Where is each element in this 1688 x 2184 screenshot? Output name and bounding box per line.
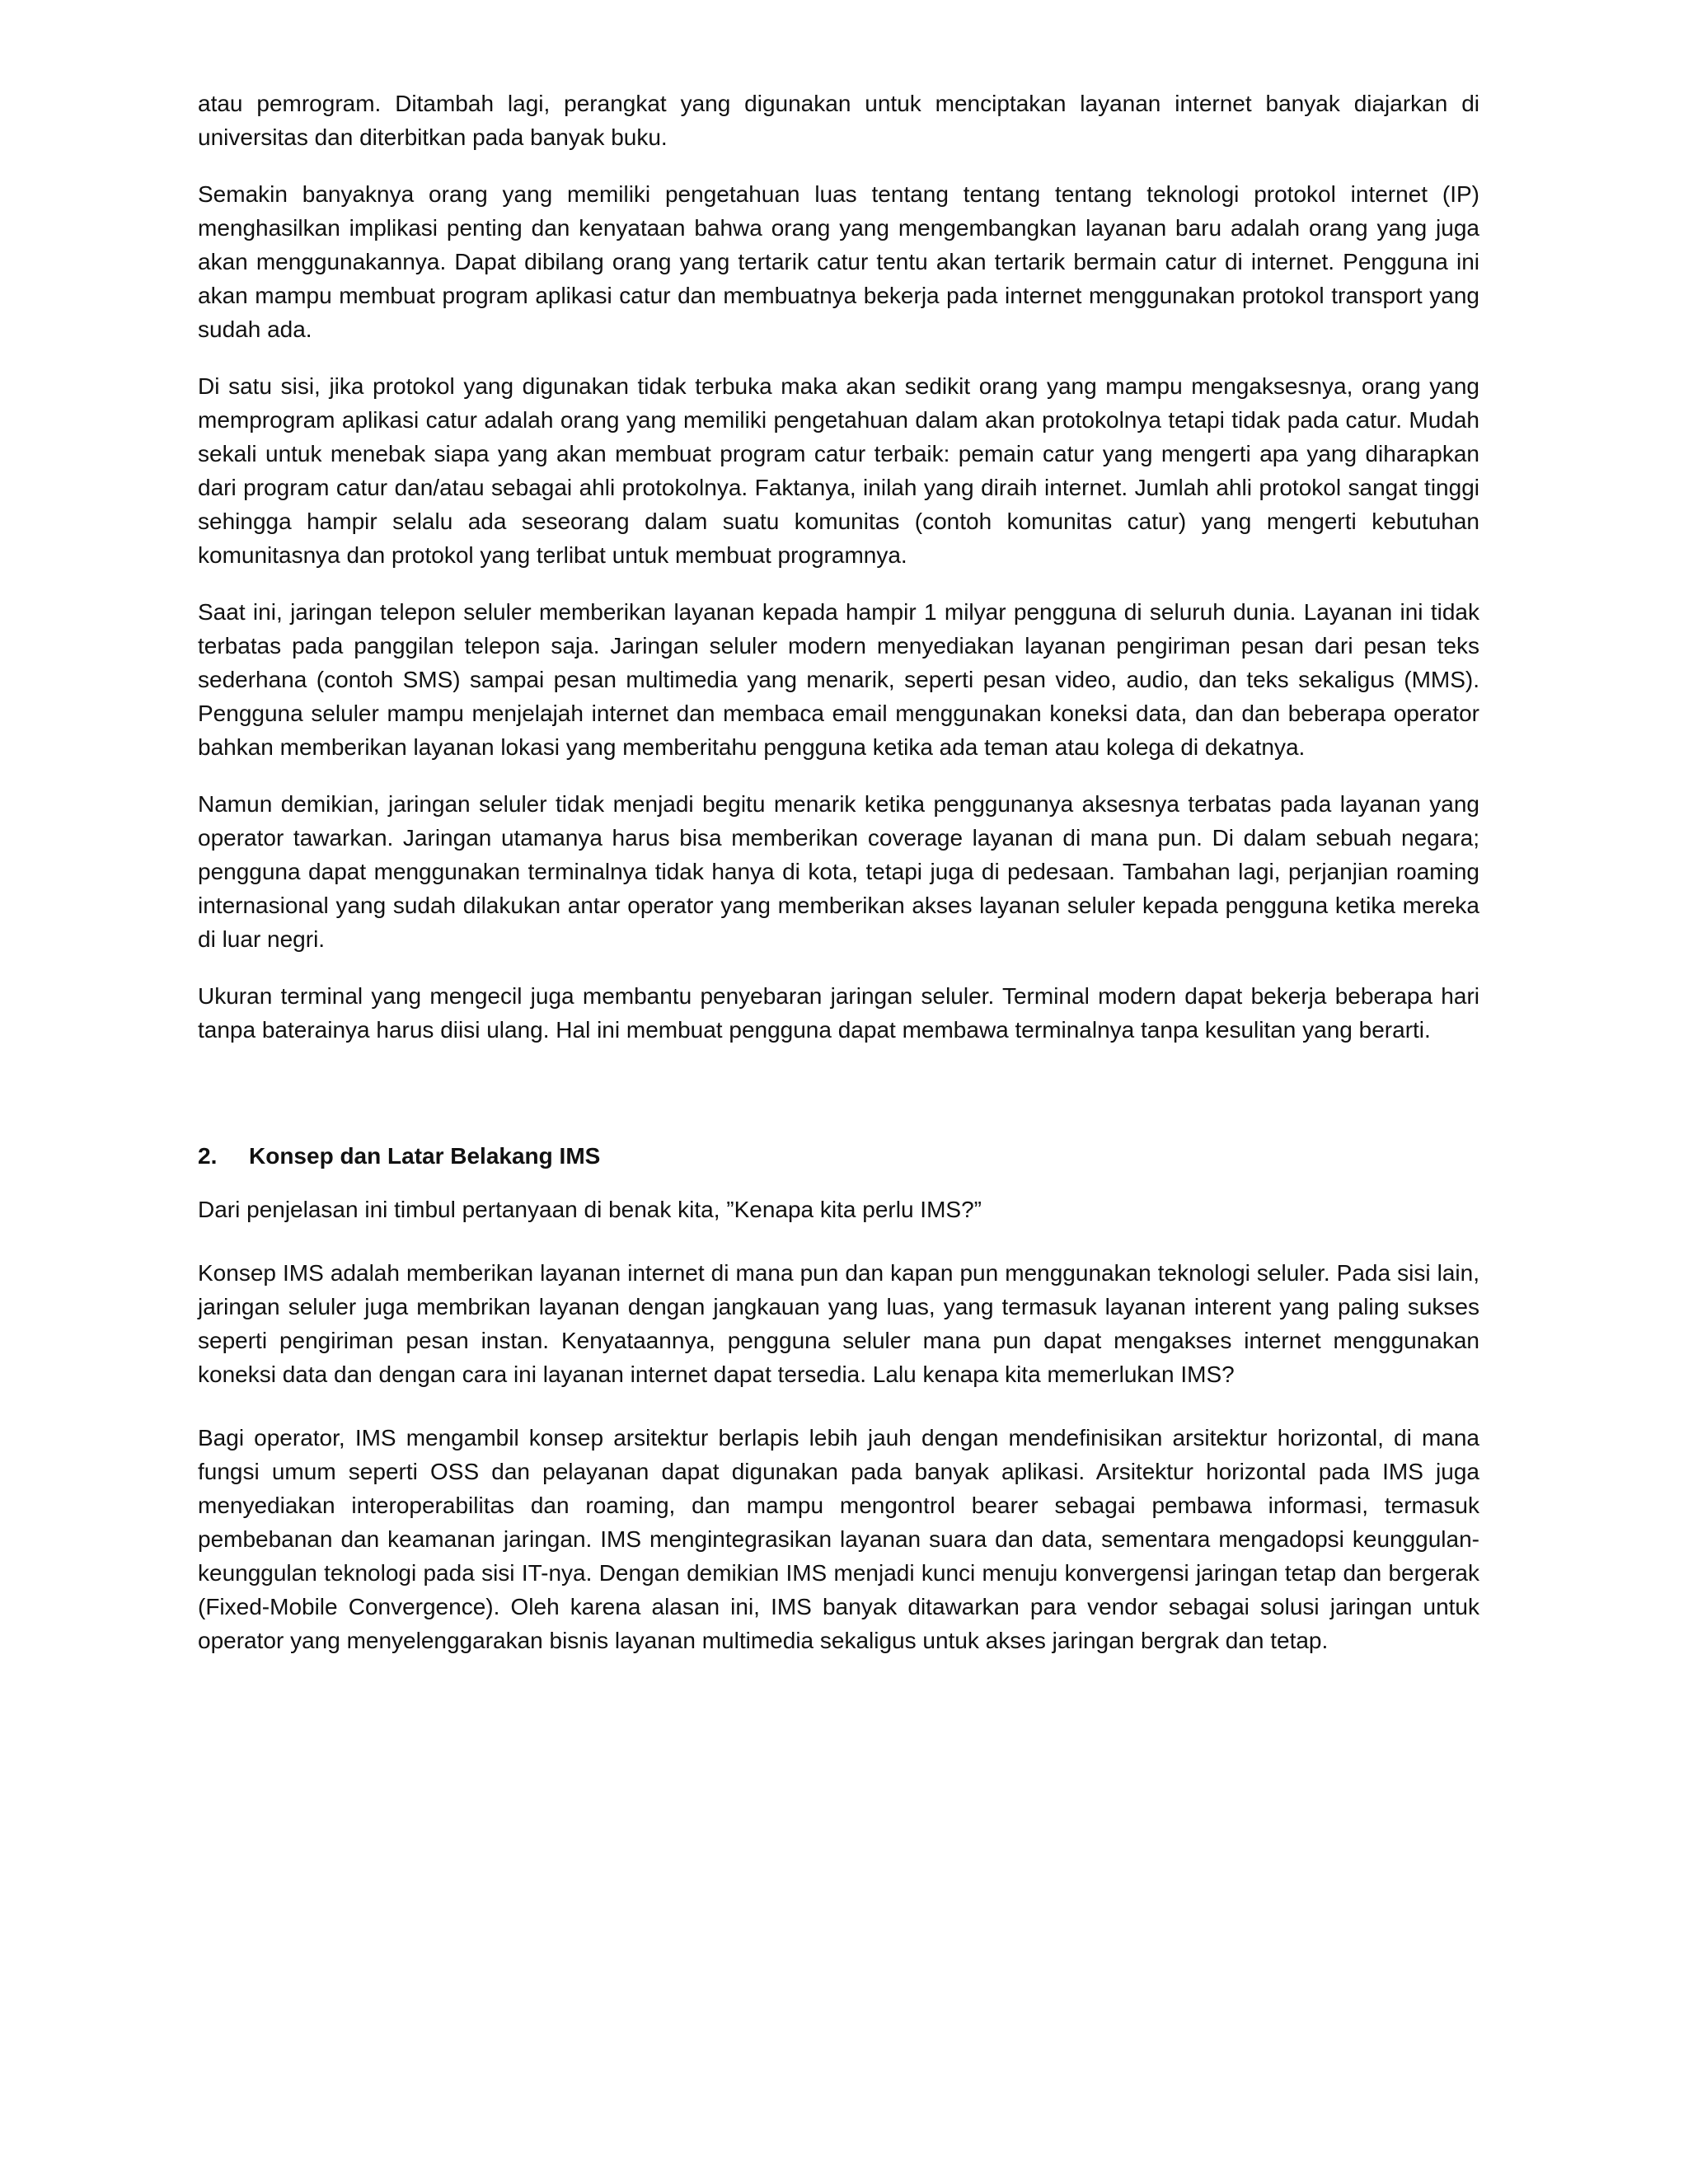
section-number: 2. — [198, 1143, 218, 1169]
paragraph-open-protocol: Di satu sisi, jika protokol yang digunakan tidak terbuka maka akan sedikit orang yang mampu mengaksesnya, orang yang memprogram aplikasi catur adalah orang yang memiliki pengetahuan dalam akan protokolnya tetapi tidak pada catur. Mudah sekali untuk menebak siapa yang akan membuat program catur terbaik: pemain catur yang mengerti apa yang diharapkan dari program catur dan/atau sebagai ahli protokolnya. Faktanya, inilah yang diraih internet. Jumlah ahli protokol sangat tinggi sehingga hampir selalu ada seseorang dalam suatu komunitas (contoh komunitas catur) yang mengerti kebutuhan komunitasnya dan protokol yang terlibat untuk membuat programnya. — [198, 373, 1479, 568]
document-page — [198, 87, 1479, 1680]
paragraph-ip-knowledge: Semakin banyaknya orang yang memiliki pengetahuan luas tentang tentang tentang teknologi protokol internet (IP) menghasilkan implikasi penting dan kenyataan bahwa orang yang mengembangkan layanan baru adalah orang yang juga akan menggunakannya. Dapat dibilang orang yang tertarik catur tentu akan tertarik bermain catur di internet. Pengguna ini akan mampu membuat program aplikasi catur dan membuatnya bekerja pada internet menggunakan protokol transport yang sudah ada. — [198, 181, 1479, 342]
paragraph-cellular-services: Saat ini, jaringan telepon seluler memberikan layanan kepada hampir 1 milyar pengguna di seluruh dunia. Layanan ini tidak terbatas pada panggilan telepon saja. Jaringan seluler modern menyediakan layanan pengiriman pesan dari pesan teks sederhana (contoh SMS) sampai pesan multimedia yang menarik, seperti pesan video, audio, dan teks sekaligus (MMS). Pengguna seluler mampu menjelajah internet dan membaca email menggunakan koneksi data, dan dan beberapa operator bahkan memberikan layanan lokasi yang memberitahu pengguna ketika ada teman atau kolega di dekatnya. — [198, 599, 1479, 760]
paragraph-coverage-roaming: Namun demikian, jaringan seluler tidak menjadi begitu menarik ketika penggunanya aksesnya terbatas pada layanan yang operator tawarkan. Jaringan utamanya harus bisa memberikan coverage layanan di mana pun. Di dalam sebuah negara; pengguna dapat menggunakan terminalnya tidak hanya di kota, tetapi juga di pedesaan. Tambahan lagi, perjanjian roaming internasional yang sudah dilakukan antar operator yang memberikan akses layanan seluler kepada pengguna ketika mereka di luar negri. — [198, 791, 1479, 952]
paragraph-question: Dari penjelasan ini timbul pertanyaan di benak kita, ”Kenapa kita perlu IMS?” — [198, 1197, 982, 1222]
paragraph-intro-continuation: atau pemrogram. Ditambah lagi, perangkat yang digunakan untuk menciptakan layanan internet banyak diajarkan di universitas dan diterbitkan pada banyak buku. — [198, 91, 1479, 150]
section-title: Konsep dan Latar Belakang IMS — [249, 1143, 601, 1169]
paragraph-terminal-size: Ukuran terminal yang mengecil juga membantu penyebaran jaringan seluler. Terminal modern dapat bekerja beberapa hari tanpa baterainya harus diisi ulang. Hal ini membuat pengguna dapat membawa terminalnya tanpa kesulitan yang berarti. — [198, 983, 1479, 1043]
paragraph-ims-concept: Konsep IMS adalah memberikan layanan internet di mana pun dan kapan pun menggunakan teknologi seluler. Pada sisi lain, jaringan seluler juga membrikan layanan dengan jangkauan yang luas, yang termasuk layanan interent yang paling sukses seperti pengiriman pesan instan. Kenyataannya, pengguna seluler mana pun dapat mengakses internet menggunakan koneksi data dan dengan cara ini layanan internet dapat tersedia. Lalu kenapa kita memerlukan IMS? — [198, 1260, 1479, 1387]
paragraph-operator-architecture: Bagi operator, IMS mengambil konsep arsitektur berlapis lebih jauh dengan mendefinisikan arsitektur horizontal, di mana fungsi umum seperti OSS dan pelayanan dapat digunakan pada banyak aplikasi. Arsitektur horizontal pada IMS juga menyediakan interoperabilitas dan roaming, dan mampu mengontrol bearer sebagai pembawa informasi, termasuk pembebanan dan keamanan jaringan. IMS mengintegrasikan layanan suara dan data, sementara mengadopsi keunggulan-keunggulan teknologi pada sisi IT-nya. Dengan demikian IMS menjadi kunci menuju konvergensi jaringan tetap dan bergerak (Fixed-Mobile Convergence). Oleh karena alasan ini, IMS banyak ditawarkan para vendor sebagai solusi jaringan untuk operator yang menyelenggarakan bisnis layanan multimedia sekaligus untuk akses jaringan bergrak dan tetap. — [198, 1425, 1479, 1653]
section-heading — [198, 1139, 1479, 1173]
